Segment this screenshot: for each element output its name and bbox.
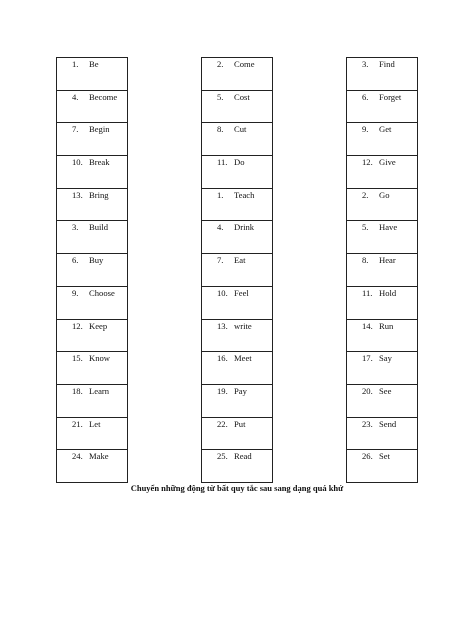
verb-number: 26. xyxy=(362,451,373,462)
verb-word: Do xyxy=(234,157,245,168)
verb-column-3 xyxy=(346,57,418,483)
verb-cell xyxy=(57,287,127,320)
verb-word: Become xyxy=(89,91,118,102)
verb-word: Cost xyxy=(234,91,250,102)
verb-number: 14. xyxy=(362,320,373,331)
verb-cell xyxy=(347,58,417,91)
verb-number: 3. xyxy=(72,222,79,233)
verb-word: Find xyxy=(379,59,395,69)
verb-word: Choose xyxy=(89,287,115,298)
verb-number: 13. xyxy=(72,189,83,200)
verb-word: Make xyxy=(89,451,109,462)
verb-word: Send xyxy=(379,418,397,429)
verb-number: 7. xyxy=(217,255,224,266)
instruction-caption: Chuyển những động từ bất quy tắc sau sang dạng quá khứ xyxy=(130,483,344,493)
verb-word: Put xyxy=(234,418,246,429)
verb-number: 5. xyxy=(217,91,224,102)
verb-word: Run xyxy=(379,320,394,331)
verb-word: Cut xyxy=(234,124,247,135)
verb-word: Meet xyxy=(234,353,252,364)
verb-word: Know xyxy=(89,353,111,364)
verb-word: Break xyxy=(89,157,110,168)
verb-number: 25. xyxy=(217,451,228,462)
verb-number: 1. xyxy=(72,59,79,69)
verb-number: 10. xyxy=(72,157,83,168)
verb-word: Come xyxy=(234,59,255,69)
verb-cell xyxy=(347,221,417,254)
verb-cell xyxy=(57,58,127,91)
verb-word: Buy xyxy=(89,255,104,266)
verb-word: Drink xyxy=(234,222,255,233)
verb-cell xyxy=(57,254,127,287)
verb-cell xyxy=(57,156,127,189)
verb-cell xyxy=(347,450,417,483)
verb-word: Teach xyxy=(234,189,255,200)
verb-word: Be xyxy=(89,59,99,69)
verb-number: 17. xyxy=(362,353,373,364)
verb-cell xyxy=(202,91,272,124)
verb-word: Read xyxy=(234,451,252,462)
verb-cell xyxy=(57,385,127,418)
verb-number: 11. xyxy=(217,157,228,168)
verb-cell xyxy=(57,189,127,222)
verb-word: write xyxy=(234,320,252,331)
verb-cell xyxy=(57,320,127,353)
verb-cell xyxy=(347,287,417,320)
verb-number: 4. xyxy=(72,91,79,102)
verb-word: Forget xyxy=(379,91,402,102)
verb-number: 6. xyxy=(362,91,369,102)
verb-word: Go xyxy=(379,189,390,200)
verb-cell xyxy=(202,156,272,189)
verb-cell xyxy=(57,352,127,385)
verb-number: 8. xyxy=(217,124,224,135)
verb-number: 12. xyxy=(362,157,373,168)
verb-word: Set xyxy=(379,451,390,462)
verb-cell xyxy=(347,123,417,156)
verb-number: 9. xyxy=(362,124,369,135)
verb-number: 6. xyxy=(72,255,79,266)
verb-number: 16. xyxy=(217,353,228,364)
verb-word: Let xyxy=(89,418,101,429)
verb-cell xyxy=(347,91,417,124)
verb-column-2 xyxy=(201,57,273,483)
verb-cell xyxy=(347,385,417,418)
verb-cell xyxy=(347,320,417,353)
verb-cell xyxy=(202,450,272,483)
verb-number: 8. xyxy=(362,255,369,266)
verb-word: Build xyxy=(89,222,109,233)
verb-word: Eat xyxy=(234,255,246,266)
verb-word: See xyxy=(379,385,392,396)
verb-number: 1. xyxy=(217,189,224,200)
verb-word: Feel xyxy=(234,287,249,298)
verb-number: 3. xyxy=(362,59,369,69)
verb-cell xyxy=(347,352,417,385)
verb-cell xyxy=(202,254,272,287)
verb-number: 10. xyxy=(217,287,228,298)
verb-word: Get xyxy=(379,124,392,135)
verb-word: Bring xyxy=(89,189,109,200)
verb-word: Learn xyxy=(89,385,110,396)
verb-cell xyxy=(202,352,272,385)
verb-number: 2. xyxy=(362,189,369,200)
verb-number: 2. xyxy=(217,59,224,69)
verb-cell xyxy=(347,189,417,222)
verb-word: Hold xyxy=(379,287,397,298)
verb-cell xyxy=(202,221,272,254)
verb-number: 9. xyxy=(72,287,79,298)
verb-cell xyxy=(57,450,127,483)
verb-cell xyxy=(347,418,417,451)
verb-column-1 xyxy=(56,57,128,483)
verb-number: 22. xyxy=(217,418,228,429)
verb-cell xyxy=(202,418,272,451)
verb-number: 7. xyxy=(72,124,79,135)
verb-cell xyxy=(202,123,272,156)
verb-number: 21. xyxy=(72,418,83,429)
verb-word: Pay xyxy=(234,385,247,396)
verb-word: Hear xyxy=(379,255,396,266)
verb-number: 15. xyxy=(72,353,83,364)
verb-cell xyxy=(57,221,127,254)
verb-cell xyxy=(202,385,272,418)
verb-cell xyxy=(57,91,127,124)
verb-word: Give xyxy=(379,157,396,168)
verb-cell xyxy=(57,418,127,451)
verb-number: 19. xyxy=(217,385,228,396)
verb-cell xyxy=(57,123,127,156)
verb-word: Begin xyxy=(89,124,110,135)
verb-cell xyxy=(202,58,272,91)
verb-cell xyxy=(202,287,272,320)
verb-cell xyxy=(347,156,417,189)
verb-cell xyxy=(202,320,272,353)
verb-number: 18. xyxy=(72,385,83,396)
verb-word: Say xyxy=(379,353,392,364)
verb-number: 20. xyxy=(362,385,373,396)
verb-number: 11. xyxy=(362,287,373,298)
verb-word: Keep xyxy=(89,320,108,331)
verb-number: 23. xyxy=(362,418,373,429)
verb-number: 4. xyxy=(217,222,224,233)
verb-number: 13. xyxy=(217,320,228,331)
verb-number: 12. xyxy=(72,320,83,331)
verb-number: 24. xyxy=(72,451,83,462)
verb-cell xyxy=(202,189,272,222)
verb-cell xyxy=(347,254,417,287)
verb-word: Have xyxy=(379,222,398,233)
verb-number: 5. xyxy=(362,222,369,233)
